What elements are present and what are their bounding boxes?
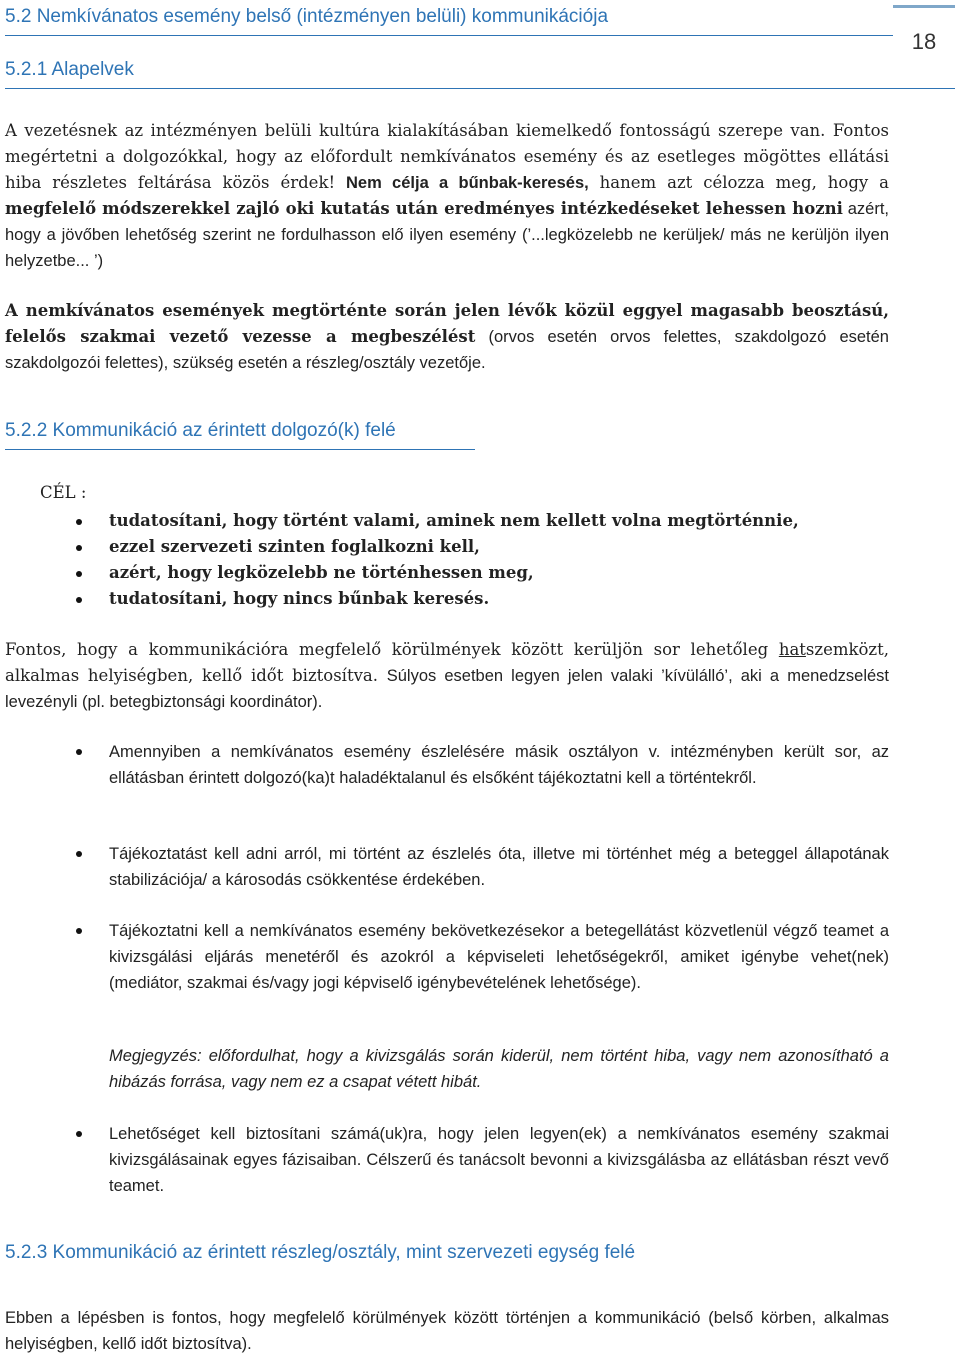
section-title: 5.2 Nemkívánatos esemény belső (intézményen belüli) kommunikációja <box>5 6 609 27</box>
paragraph-principles <box>5 118 889 274</box>
subsection-title: 5.2.1 Alapelvek <box>5 59 134 80</box>
p1-bold-2: megfelelő módszerekkel zajló oki kutatás után eredményes intézkedéseket lehessen hozni <box>5 199 843 218</box>
p1-text-1: A vezetésnek az intézményen belüli kultúra kialakításában kiemelkedő fontosságú szerepe van. Fontos megértetni a dolgozókkal, hogy az előfordult nemkívánatos esemény és az esetleges mögöttes ellátási hiba részletes feltárása közös érdek! <box>5 121 889 192</box>
list-item: azért, hogy legközelebb ne történhessen meg, <box>5 560 889 586</box>
paragraph-conditions <box>5 637 889 715</box>
p3-text-2: szemközt, alkalmas helyiségben, kellő időt biztosítva. <box>5 640 889 685</box>
p3-text-3: Súlyos esetben legyen jelen valaki ’kívülálló’, aki a menedzselést levezényli (pl. betegbiztonsági koordinátor). <box>5 667 889 711</box>
p1-bold-1: Nem célja a bűnbak-keresés, <box>346 174 589 192</box>
p1-text-3: azért, hogy a jövőben lehetőség szerint ne fordulhasson elő ilyen esemény (’...legközelebb ne kerüljek/ más ne kerüljön ilyen helyzetbe... ’) <box>5 200 890 270</box>
bullet-icon <box>76 519 82 525</box>
list-item: tudatosítani, hogy történt valami, aminek nem kellett volna megtörténnie, <box>5 508 889 534</box>
section-522-title: 5.2.2 Kommunikáció az érintett dolgozó(k) felé <box>5 420 396 441</box>
goals-label: CÉL : <box>40 483 87 502</box>
list-item: tudatosítani, hogy nincs bűnbak keresés. <box>5 586 889 612</box>
note: Megjegyzés: előfordulhat, hogy a kivizsgálás során kiderül, nem történt hiba, vagy nem azonosítható a hibázás forrása, vagy nem ez a csapat vétett hibát. <box>109 1047 889 1091</box>
section-522-rule <box>5 449 475 450</box>
header-rule <box>5 88 955 89</box>
paragraph-unit: Ebben a lépésben is fontos, hogy megfelelő körülmények között történjen a kommunikáció (belső körben, alkalmas helyiségben, kellő időt biztosítva). <box>5 1309 889 1353</box>
p2-bold: A nemkívánatos események megtörténte során jelen lévők közül eggyel magasabb beosztású, felelős szakmai vezető vezesse a megbeszélést <box>5 301 889 346</box>
section-title-rule <box>5 35 893 36</box>
list-item: Tájékoztatást kell adni arról, mi történt az észlelés óta, illetve mi történhet még a beteggel állapotának stabilizációja/ a károsodás csökkentése érdekében. <box>5 841 889 893</box>
list-item: ezzel szervezeti szinten foglalkozni kell, <box>5 534 889 560</box>
list-item: Tájékoztatni kell a nemkívánatos esemény bekövetkezésekor a betegellátást közvetlenül végző teamet a kivizsgálási eljárás menetéről és azokról a képviseleti lehetőségekről, amiket igénybe vehet(nek) (mediátor, szakmai és/vagy jogi képviselő igénybevételének lehetősége). <box>5 918 889 996</box>
goals-list <box>5 508 889 612</box>
page-number-bar <box>893 5 955 8</box>
bullet-icon <box>76 1131 82 1137</box>
bullet-icon <box>76 851 82 857</box>
bullet-icon <box>76 749 82 755</box>
bullet-icon <box>76 597 82 603</box>
section-523-title: 5.2.3 Kommunikáció az érintett részleg/osztály, mint szervezeti egység felé <box>5 1242 636 1263</box>
bullet-icon <box>76 545 82 551</box>
list-item: Amennyiben a nemkívánatos esemény észlelésére másik osztályon v. intézményben került sor, az ellátásban érintett dolgozó(ka)t haladéktalanul és elsőként tájékoztatni kell a történtekről. <box>5 739 889 791</box>
page-number: 18 <box>911 29 937 54</box>
bullet-icon <box>76 571 82 577</box>
list-item: Lehetőséget kell biztosítani számá(uk)ra, hogy jelen legyen(ek) a nemkívánatos esemény szakmai kivizsgálásainak egyes fázisaiban. Célszerű és tanácsolt bevonni a kivizsgálásba az ellátásban részt vevő teamet. <box>5 1121 889 1199</box>
p3-text-1: Fontos, hogy a kommunikációra megfelelő körülmények között kerüljön sor lehetőleg <box>5 640 779 659</box>
bullet-icon <box>76 928 82 934</box>
p3-underlined: hat <box>778 640 806 659</box>
p2-text: (orvos esetén orvos felettes, szakdolgozó esetén szakdolgozói felettes), szükség esetén a részleg/osztály vezetője. <box>5 328 889 372</box>
p1-text-2: hanem azt célozza meg, hogy a <box>588 173 889 192</box>
paragraph-leader <box>5 298 889 376</box>
